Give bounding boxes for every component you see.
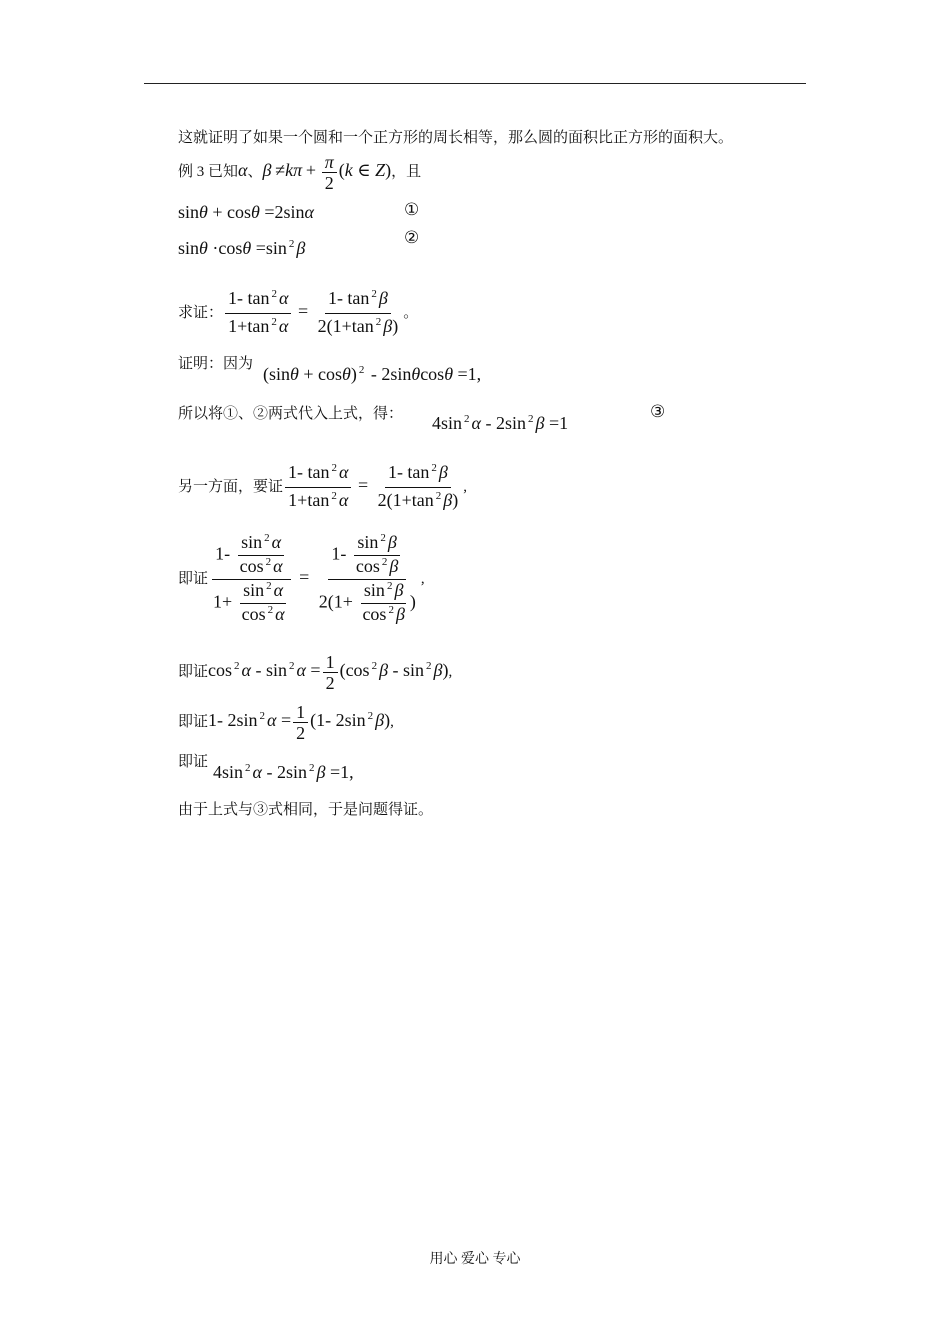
equiv-label: 即证 [178, 570, 209, 587]
lhs-fraction: $\frac{1- \tan ^2 \alpha}{1+\tan ^2 \alpha}$ [285, 460, 351, 515]
substitute-text: 所以将①、②两式代入上式，得： [178, 406, 404, 422]
conclusion-text: 由于上式与③式相同，于是问题得证。 [178, 802, 434, 818]
equation-3: 4sin $^2$ α - 2sin $^2$ β =1 [432, 413, 569, 433]
example-3-line: 例 3 已知α、β ≠kπ + $\frac{\pi}{2}$ (k ∈ Z)，且 [178, 152, 422, 193]
header-rule [144, 83, 806, 84]
equation-1: sinθ + cosθ =2sinα [178, 202, 314, 222]
prove-end: 。 [403, 304, 419, 321]
equivalence-line-4: 4sin $^2$ α - 2sin $^2$ β =1, [213, 762, 354, 782]
lhs-fraction: $\frac{1- \tan ^2 \alpha}{1+\tan ^2 \alpha}$ [225, 286, 291, 341]
equivalence-line-1: 即证 1- $\frac{\sin ^2 \alpha}{\cos ^2 \alpha}$ 1+ $\frac{\sin ^2 \alpha}{\cos ^2 \alpha}$ = 1- $\frac{\sin ^2 \beta}{\cos ^2 \beta}$ 2(1+ $\frac{\sin ^2 \beta}{\cos ^2 \beta}$ ) , [178, 532, 425, 627]
paragraph-conclusion-circle: 这就证明了如果一个圆和一个正方形的周长相等，那么圆的面积比正方形的面积大。 [178, 130, 734, 146]
equivalence-line-3: 即证1- 2sin $^2$ α = $\frac{1}{2}$ (1- 2sin $^2$ β), [178, 702, 394, 743]
prove-line: 求证： $\frac{1- \tan ^2 \alpha}{1+\tan ^2 \alpha}$ = $\frac{1- \tan ^2 \beta}{2(1+\tan ^2 \beta)}$ 。 [178, 286, 418, 341]
equation-3-marker: ③ [650, 402, 666, 421]
other-hand-line: 另一方面，要证 $\frac{1- \tan ^2 \alpha}{1+\tan ^2 \alpha}$ = $\frac{1- \tan ^2 \beta}{2(1+\tan ^2 \beta)}$ , [178, 460, 467, 515]
example-label: 例 3 已知 [178, 163, 239, 180]
nested-lhs-fraction: 1- $\frac{\sin ^2 \alpha}{\cos ^2 \alpha}$ 1+ $\frac{\sin ^2 \alpha}{\cos ^2 \alpha}$ [210, 532, 293, 627]
other-hand-label: 另一方面，要证 [178, 478, 284, 495]
equiv-label-4: 即证 [178, 754, 209, 770]
equivalence-line-2: 即证cos $^2$ α - sin $^2$ α = $\frac{1}{2}$ (cos $^2$ β - sin $^2$ β), [178, 652, 453, 693]
rhs-fraction: $\frac{1- \tan ^2 \beta}{2(1+\tan ^2 \beta)}$ [317, 288, 399, 336]
equation-1-marker: ① [404, 200, 420, 219]
pi-over-2: $\frac{\pi}{2}$ [322, 152, 337, 193]
page-footer: 用心 爱心 专心 [429, 1252, 521, 1267]
identity-equation: (sinθ + cosθ) $^2$ - 2sinθcosθ =1, [263, 364, 482, 384]
equiv-label: 即证 [178, 713, 209, 730]
equation-2-marker: ② [404, 228, 420, 247]
rhs-fraction: $\frac{1- \tan ^2 \beta}{2(1+\tan ^2 \beta)}$ [377, 462, 459, 510]
proof-label: 证明：因为 [178, 356, 254, 372]
one-half: $\frac{1}{2}$ [293, 702, 308, 743]
equation-2: sinθ ·cosθ =sin $^2$ β [178, 238, 306, 258]
prove-label: 求证： [178, 304, 224, 321]
nested-rhs-fraction: 1- $\frac{\sin ^2 \beta}{\cos ^2 \beta}$ 2(1+ $\frac{\sin ^2 \beta}{\cos ^2 \beta}$ ) [318, 532, 416, 624]
and-text: ，且 [391, 163, 422, 180]
equiv-label: 即证 [178, 663, 209, 680]
one-half: $\frac{1}{2}$ [323, 652, 338, 693]
